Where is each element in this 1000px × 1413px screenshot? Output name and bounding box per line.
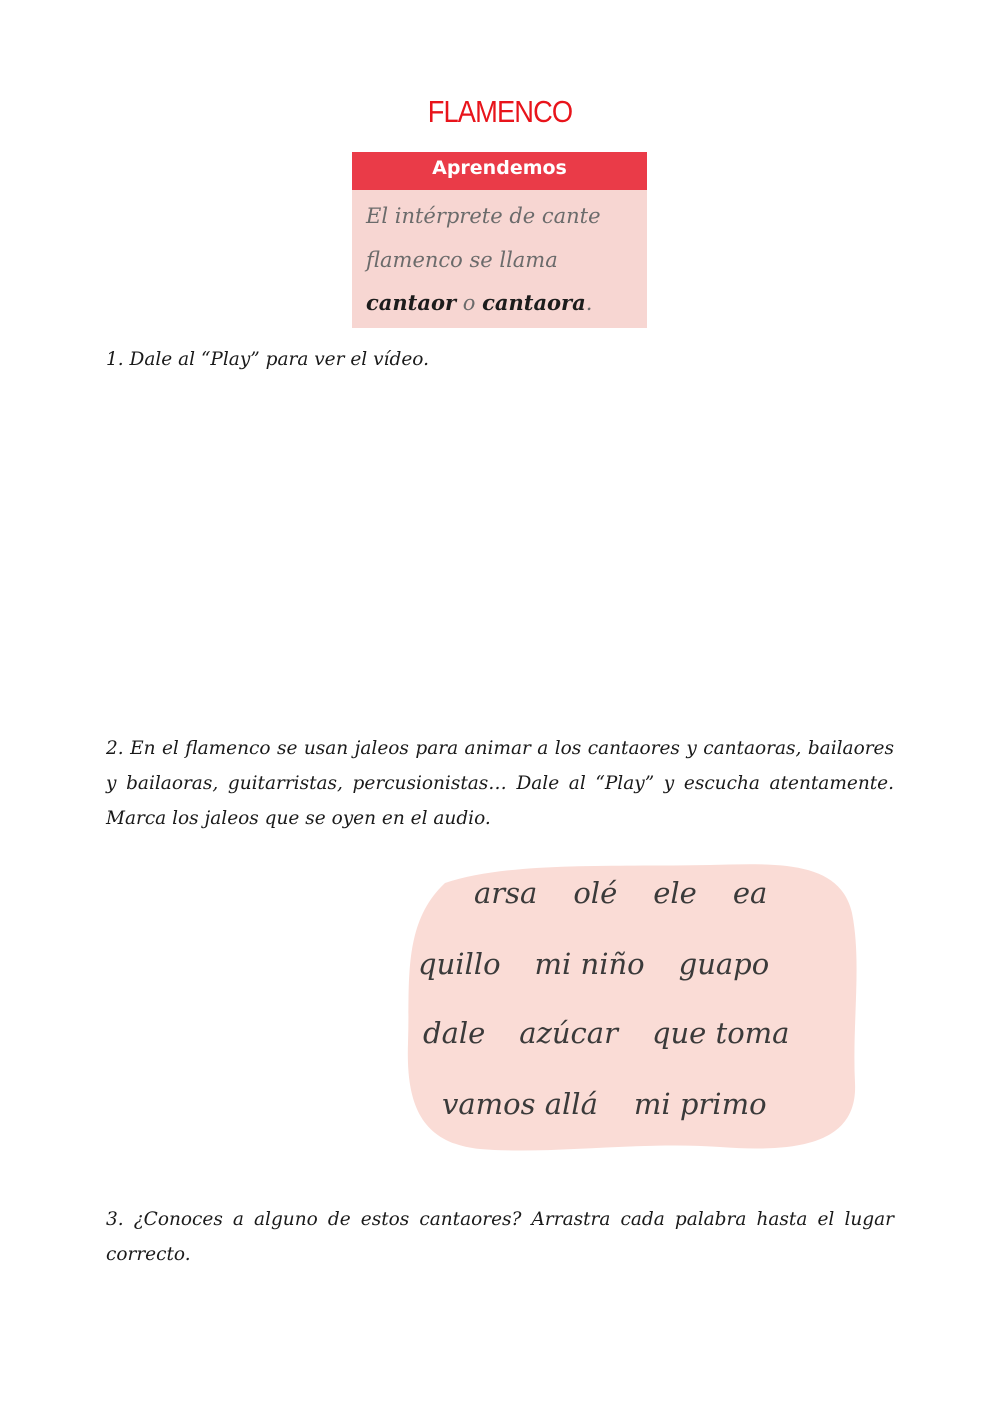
page-title: FLAMENCO [427,94,573,129]
aprendemos-line-1: El intérprete de cante [366,204,601,228]
word-cantaora: cantaora [482,290,586,315]
jaleo-option[interactable]: dale [423,1016,486,1050]
jaleo-option[interactable]: ea [732,876,768,910]
jaleo-option[interactable]: guapo [678,947,770,981]
jaleo-option[interactable]: que toma [651,1016,790,1050]
jaleo-option[interactable]: olé [573,876,618,910]
jaleo-option[interactable]: ele [653,876,697,910]
jaleo-option[interactable]: mi niño [534,947,645,981]
aprendemos-line-2: flamenco se llama [366,248,558,272]
aprendemos-line-3 [366,290,592,315]
jaleo-option[interactable]: azúcar [519,1016,618,1050]
jaleos-row-4 [442,1087,803,1121]
question-1: 1. Dale al “Play” para ver el vídeo. [106,349,429,370]
jaleo-option[interactable]: quillo [418,947,501,981]
jaleos-row-1 [474,876,803,910]
jaleo-option[interactable]: vamos allá [442,1087,598,1121]
jaleos-row-3 [423,1016,823,1050]
jaleo-option[interactable]: mi primo [633,1087,767,1121]
question-2: 2. En el flamenco se usan jaleos para animar a los cantaores y cantaoras, bailaores y bailaoras, guitarristas, percusionistas… Dale al “Play” y escucha atentamente. Marca los jaleos que se oyen en el audio. [106,738,894,829]
line-end-period: . [585,291,593,315]
aprendemos-header: Aprendemos [352,152,647,190]
jaleo-option[interactable]: arsa [474,876,538,910]
jaleos-row-2 [418,947,803,981]
word-cantaor: cantaor [366,290,457,315]
question-3: 3. ¿Conoces a alguno de estos cantaores? Arrastra cada palabra hasta el lugar correcto. [106,1209,894,1265]
connector-o: o [462,291,476,315]
